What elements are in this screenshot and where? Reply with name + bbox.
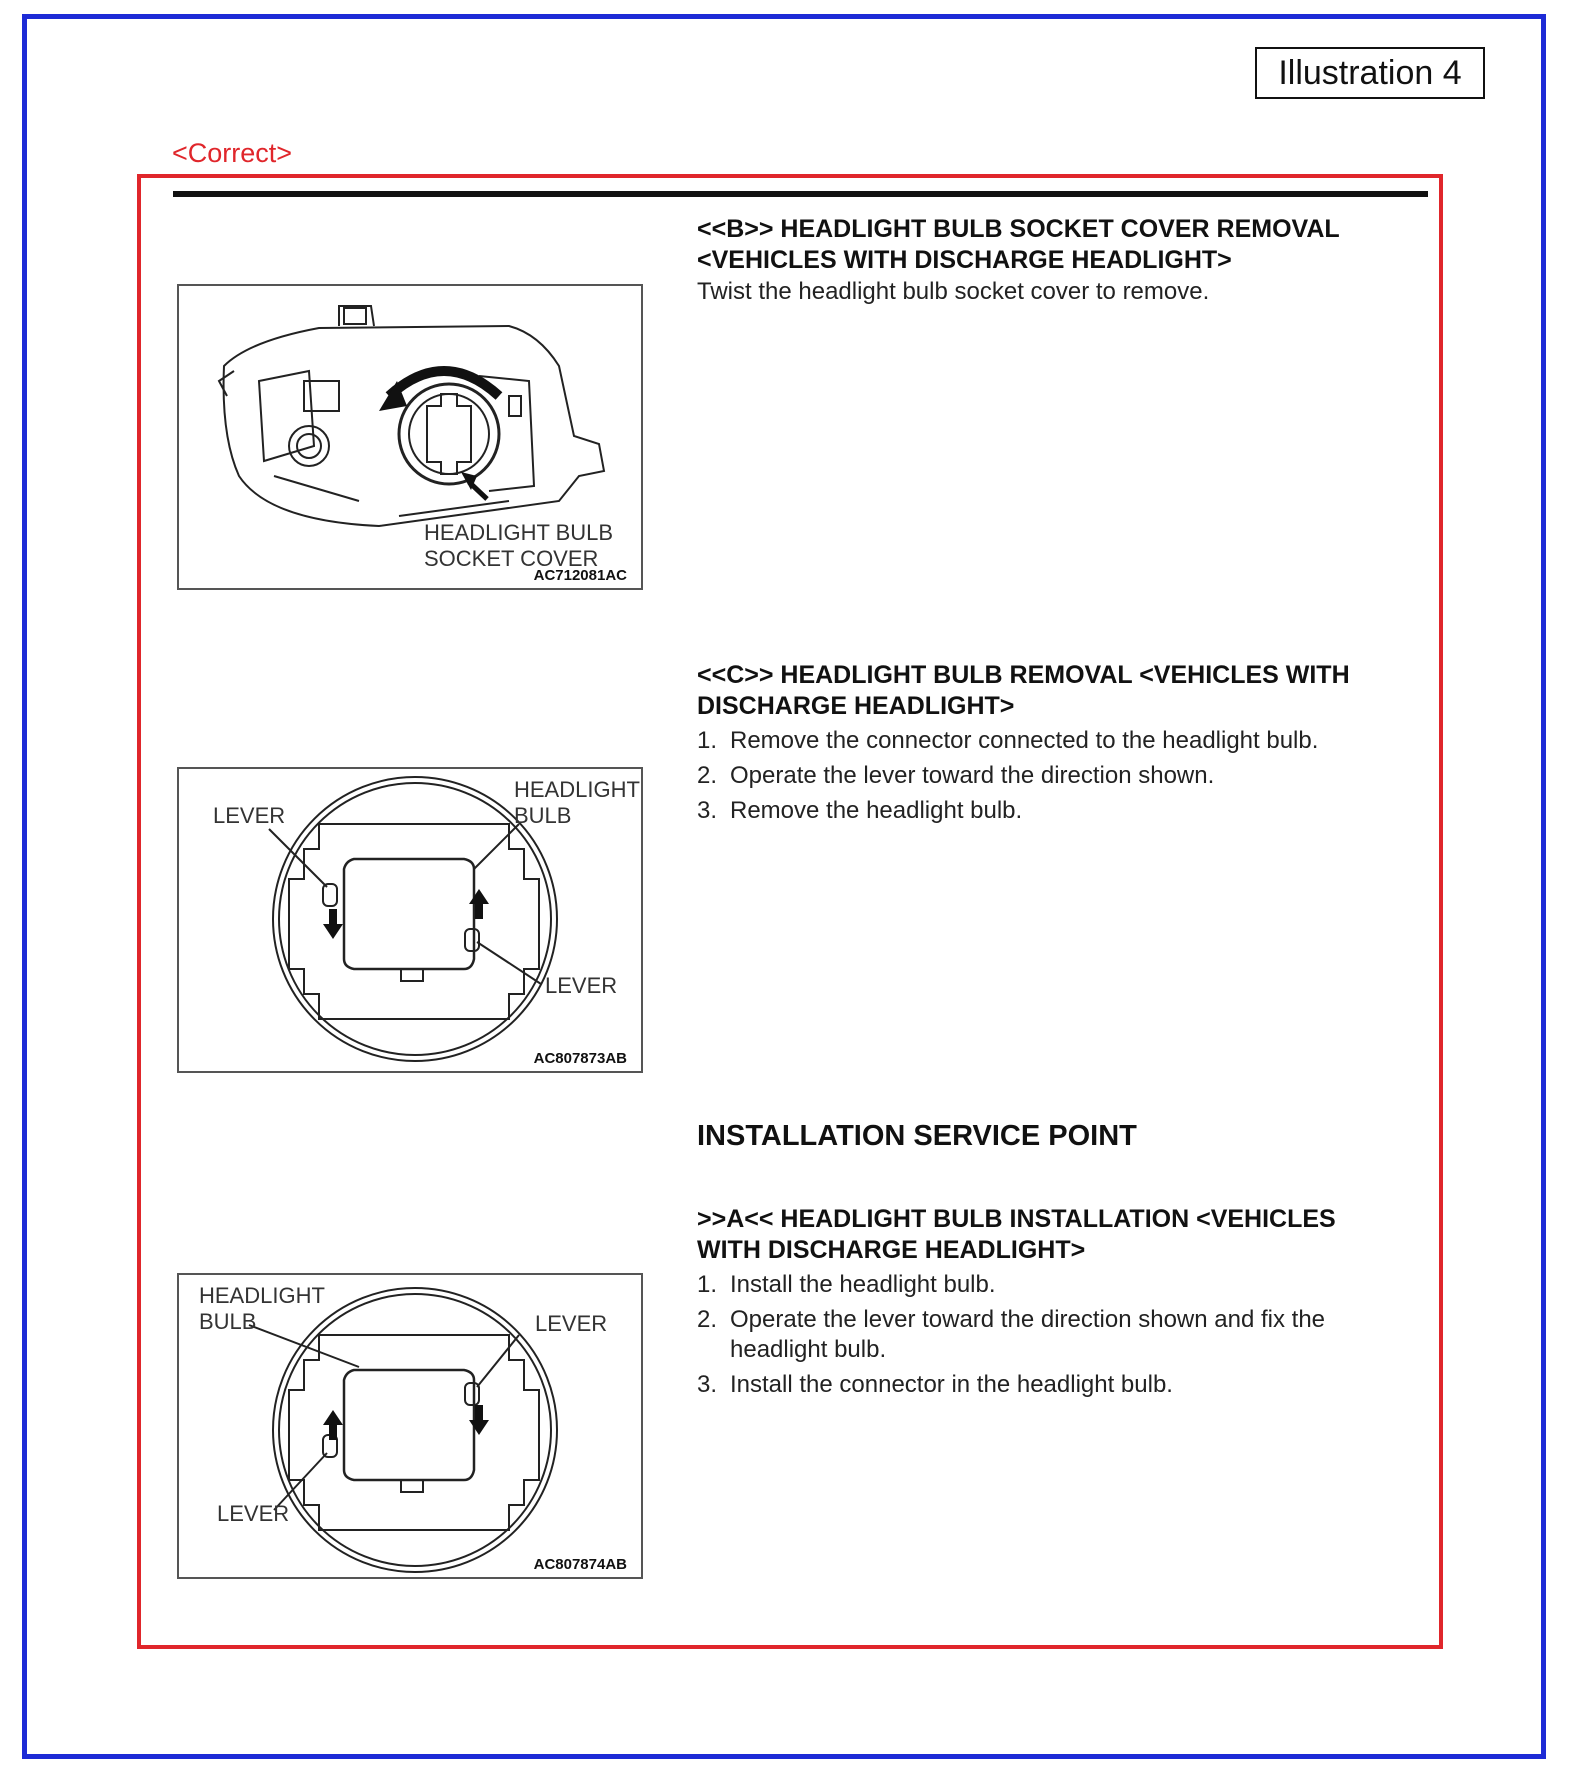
label-headlight-bulb: HEADLIGHT BULB: [424, 520, 614, 545]
section-heading: <<C>> HEADLIGHT BULB REMOVAL <VEHICLES WITH DISCHARGE HEADLIGHT>: [697, 661, 1350, 720]
label-socket-cover: SOCKET COVER: [424, 546, 599, 571]
section-bulb-installation: [697, 1204, 1397, 1405]
figure-bulb-removal: [177, 767, 643, 1073]
label-lever-right: LEVER: [535, 1311, 608, 1336]
list-item: 3. Remove the headlight bulb.: [697, 797, 1023, 824]
steps-list: [697, 726, 1397, 826]
section-socket-cover-removal: [697, 214, 1397, 307]
label-lever-left: LEVER: [213, 803, 286, 828]
list-item: 2. Operate the lever toward the direction shown and fix the headlight bulb.: [697, 1306, 1326, 1363]
label-lever-right: LEVER: [545, 973, 618, 998]
section-bulb-removal: [697, 660, 1397, 831]
illustration-badge: Illustration 4: [1255, 47, 1485, 99]
installation-service-point-title: INSTALLATION SERVICE POINT: [697, 1120, 1137, 1152]
label-bulb: BULB: [514, 803, 572, 828]
figure-bulb-installation: [177, 1273, 643, 1579]
figure-code: AC712081AC: [533, 567, 627, 584]
figure-code: AC807874AB: [533, 1556, 627, 1573]
section-heading: >>A<< HEADLIGHT BULB INSTALLATION <VEHICLES WITH DISCHARGE HEADLIGHT>: [697, 1205, 1336, 1264]
steps-list: [697, 1270, 1397, 1400]
figure-code: AC807873AB: [533, 1050, 627, 1067]
correct-label: <Correct>: [172, 138, 293, 168]
label-headlight: HEADLIGHT: [199, 1283, 325, 1308]
list-item: 3. Install the connector in the headlight bulb.: [697, 1371, 1173, 1398]
label-bulb: BULB: [199, 1309, 257, 1334]
section-divider: [173, 191, 1428, 197]
list-item: 1. Install the headlight bulb.: [697, 1271, 996, 1298]
list-item: 1. Remove the connector connected to the headlight bulb.: [697, 727, 1319, 754]
figure-socket-cover: [177, 284, 643, 590]
list-item: 2. Operate the lever toward the direction shown.: [697, 762, 1215, 789]
label-lever-left: LEVER: [217, 1501, 290, 1526]
section-paragraph: Twist the headlight bulb socket cover to remove.: [697, 278, 1210, 305]
label-headlight: HEADLIGHT: [514, 777, 640, 802]
section-heading: <<B>> HEADLIGHT BULB SOCKET COVER REMOVAL <VEHICLES WITH DISCHARGE HEADLIGHT>: [697, 215, 1340, 274]
